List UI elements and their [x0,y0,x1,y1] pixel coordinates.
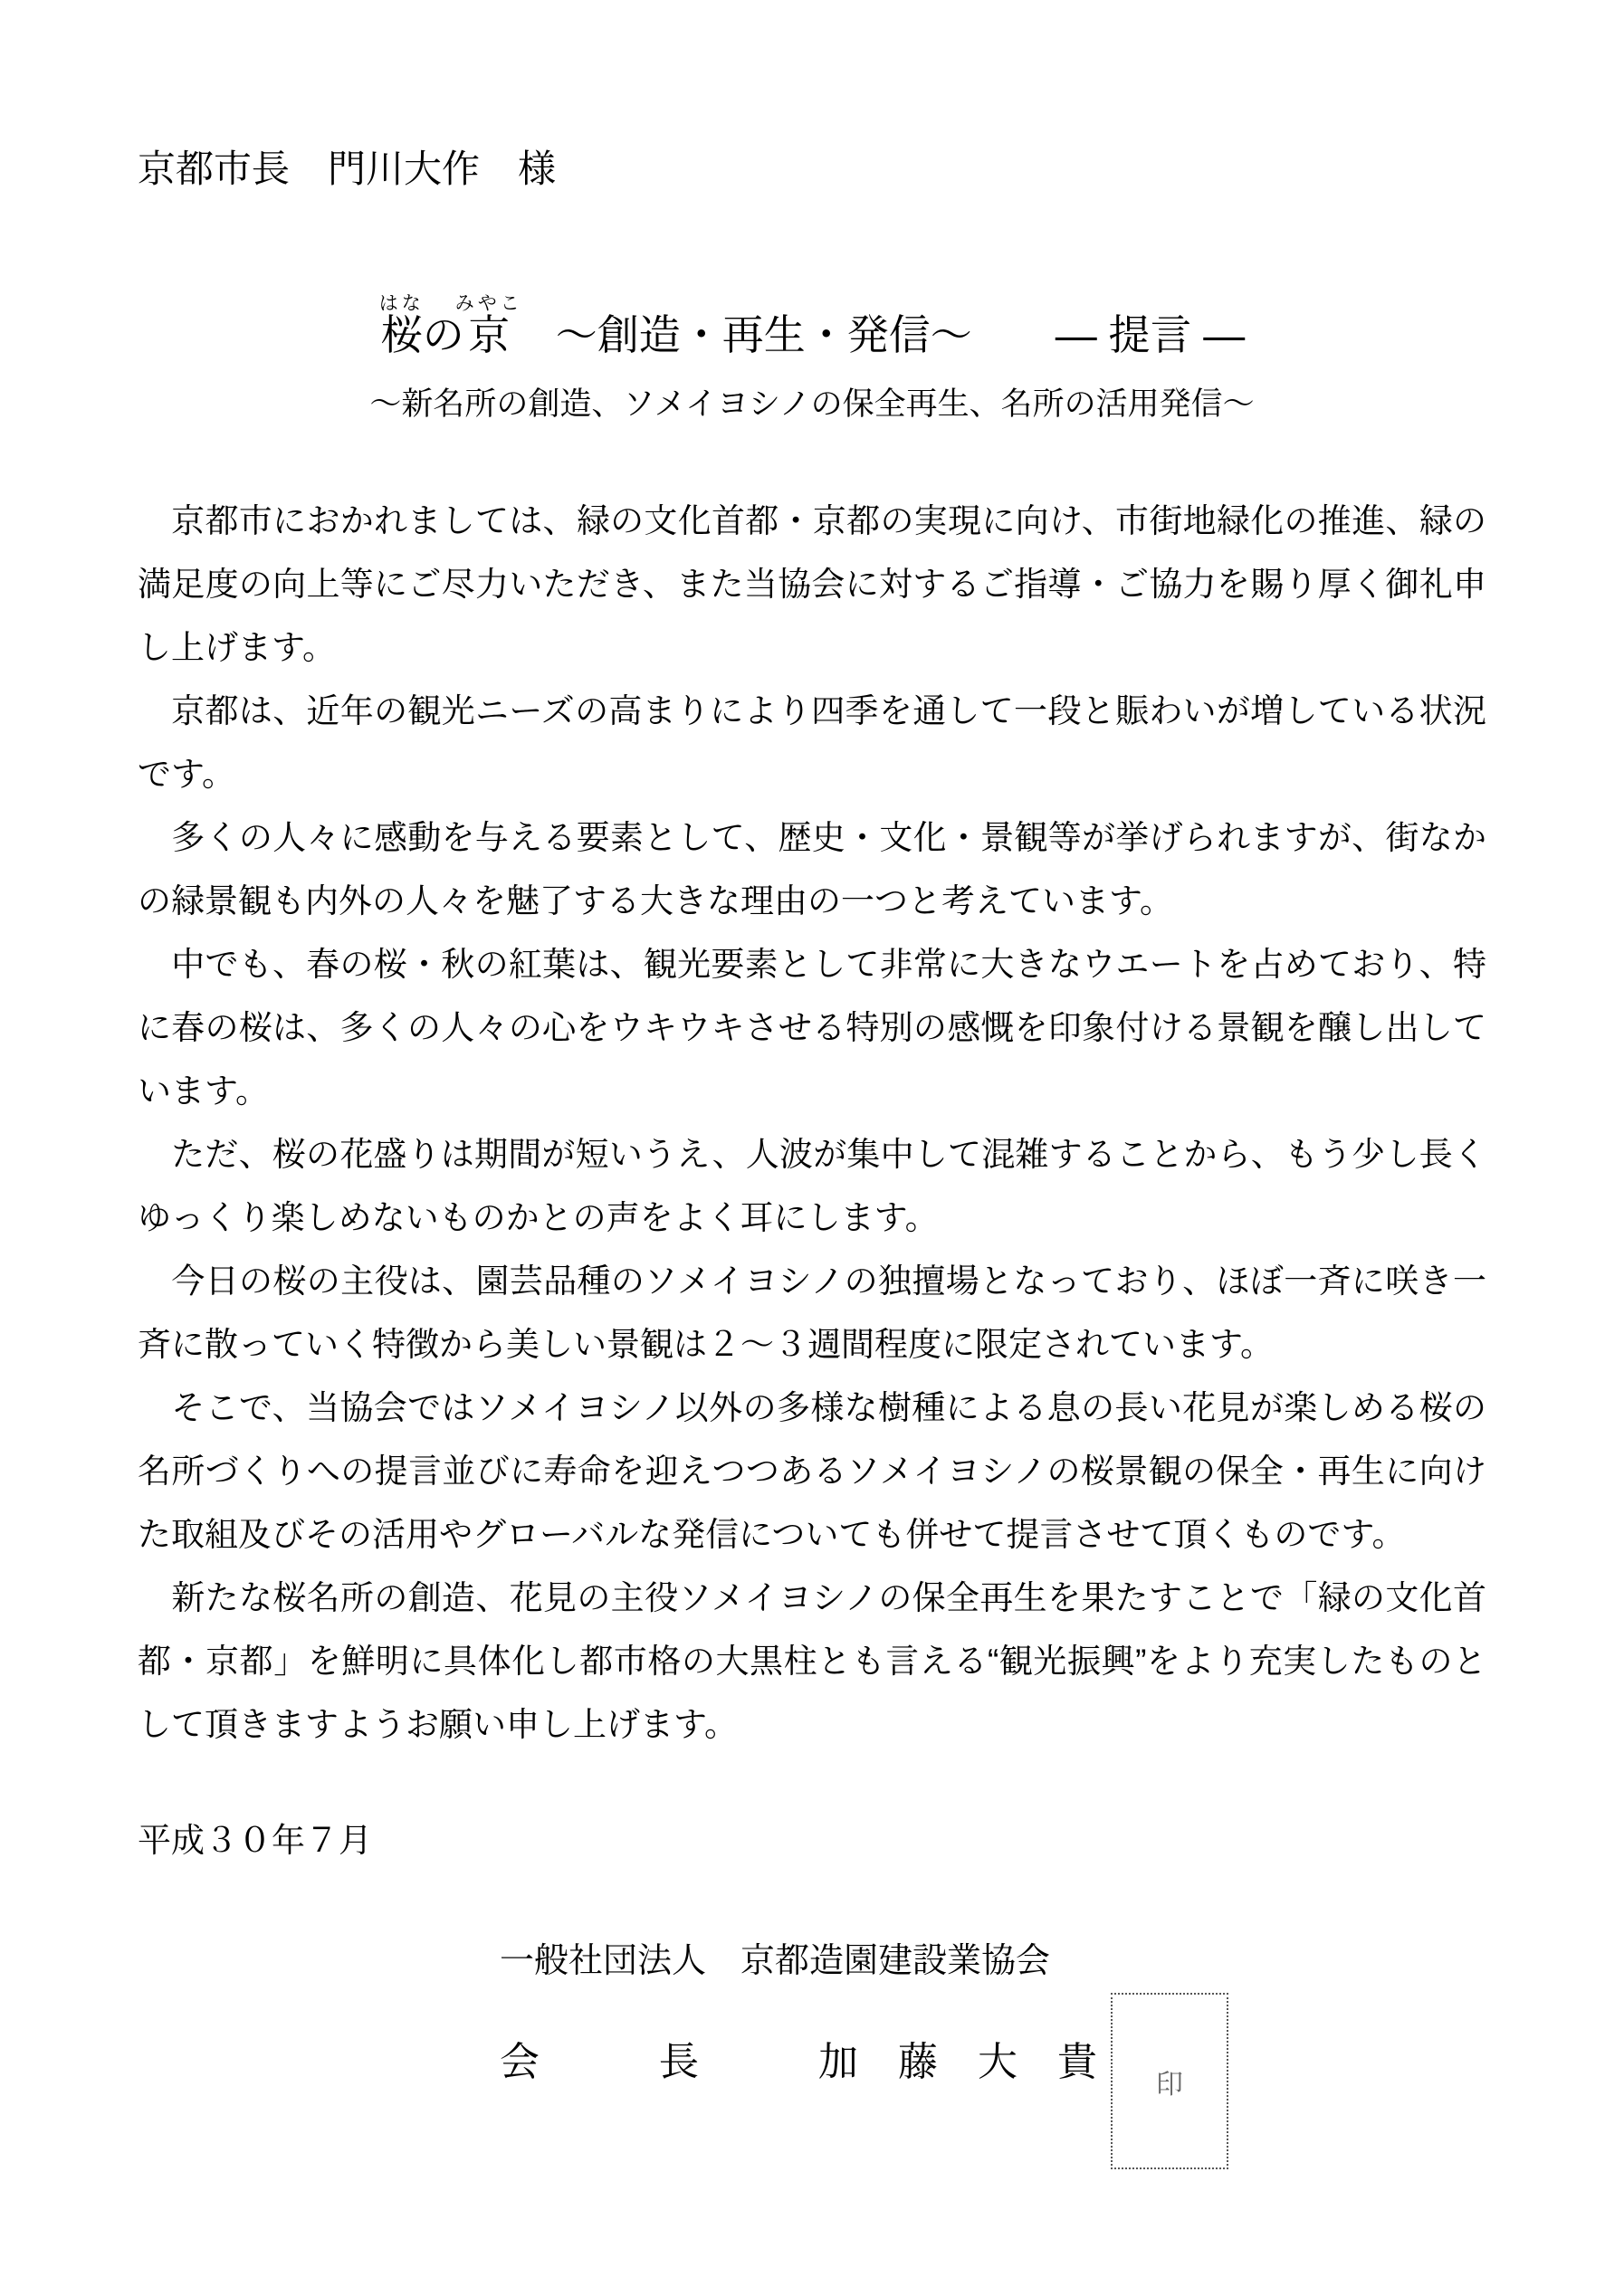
paragraph-3: 多くの人々に感動を与える要素として、歴史・文化・景観等が挙げられますが、街なかの緑景観も内外の人々を魅了する大きな理由の一つと考えています。 [138,819,1486,920]
paragraph-2: 京都は、近年の観光ニーズの高まりにより四季を通して一段と賑わいが増している状況です。 [138,692,1486,794]
paragraph-5: ただ、桜の花盛りは期間が短いうえ、人波が集中して混雑することから、もう少し長くゆっくり楽しめないものかとの声をよく耳にします。 [138,1136,1486,1237]
title-furigana-miyako: みやこ [454,293,523,315]
organization-line: 一般社団法人 京都造園建設業協会 [500,1942,1051,1981]
president-signature-line: 会 長 加 藤 大 貴 [500,2040,1097,2085]
title-ruby-miyako [454,293,523,359]
title-furigana-sakura: はな [378,293,425,315]
title-tagline: ～創造・再生・発信～ ― 提言 ― [513,311,1246,359]
paragraph-1: 京都市におかれましては、緑の文化首都・京都の実現に向け、市街地緑化の推進、緑の満足度の向上等にご尽力いただき、また当協会に対するご指導・ご協力を賜り厚く御礼申し上げます。 [138,502,1486,667]
title-base-sakura: 桜 [378,311,425,359]
subtitle: ～新名所の創造、ソメイヨシノの保全再生、名所の活用発信～ [369,386,1255,423]
title-block [138,293,1486,424]
title-base-miyako: 京 [454,311,523,359]
recipient-line: 京都市長 門川大作 様 [138,148,557,190]
seal-placeholder-box [1111,1993,1228,2169]
paragraph-7: そこで、当協会ではソメイヨシノ以外の多様な樹種による息の長い花見が楽しめる桜の名所づくりへの提言並びに寿命を迎えつつあるソメイヨシノの桜景観の保全・再生に向けた取組及びその活用やグローバルな発信についても併せて提言させて頂くものです。 [138,1389,1486,1554]
paragraph-4: 中でも、春の桜・秋の紅葉は、観光要素として非常に大きなウエートを占めており、特に春の桜は、多くの人々の心をウキウキさせる特別の感慨を印象付ける景観を醸し出しています。 [138,946,1486,1110]
date-line: 平成３０年７月 [138,1822,372,1860]
paragraph-6: 今日の桜の主役は、園芸品種のソメイヨシノの独擅場となっており、ほぼ一斉に咲き一斉に散っていく特徴から美しい景観は２～３週間程度に限定されています。 [138,1262,1486,1364]
main-title [138,293,1486,359]
title-ruby-sakura [378,293,425,359]
title-particle: の [422,311,464,359]
paragraph-8: 新たな桜名所の創造、花見の主役ソメイヨシノの保全再生を果たすことで「緑の文化首都・京都」を鮮明に具体化し都市格の大黒柱とも言える“観光振興”をより充実したものとして頂きますようお願い申し上げます。 [138,1579,1486,1744]
letter-body [138,490,1486,1757]
seal-label: 印 [1156,2069,1183,2100]
